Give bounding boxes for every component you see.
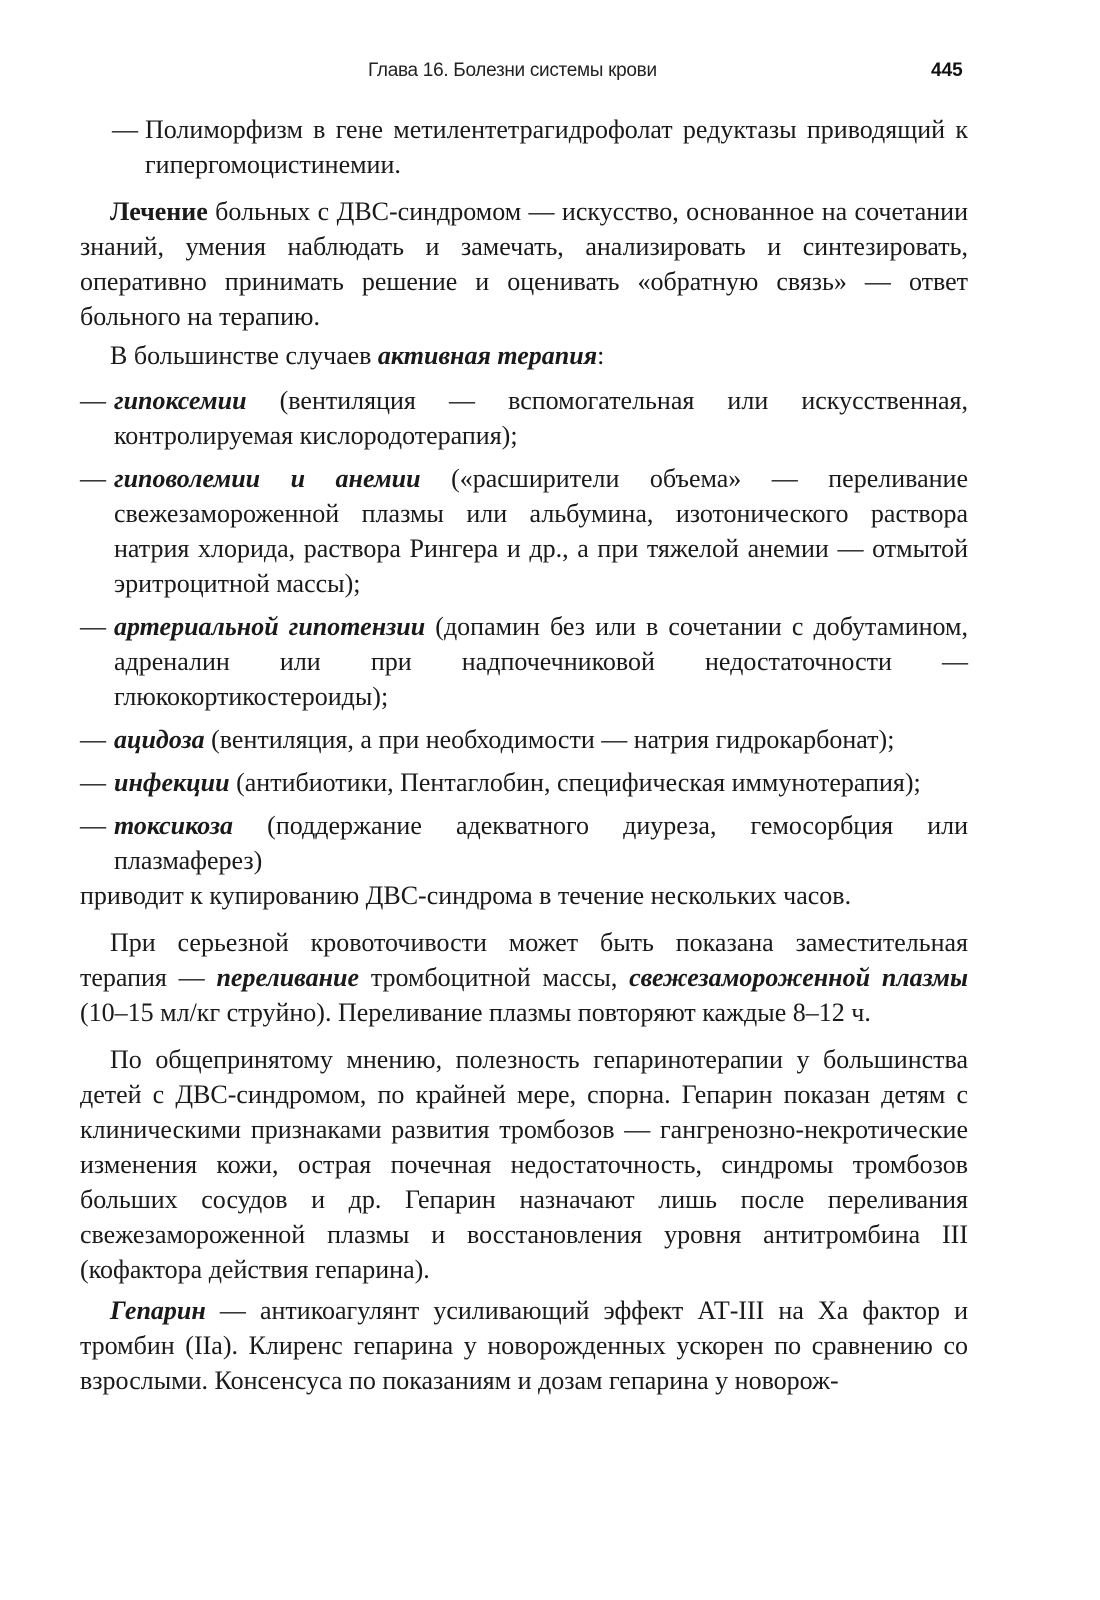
emphasis-term: токсикоза [114,811,234,840]
list-dash: — [80,612,106,641]
heparin-opinion-paragraph: По общепринятому мнению, полезность гепаринотерапии у большинства детей с ДВС-синдромом, по крайней мере, спорна. Гепарин показан детям с клиническими признаками развития тромбозов — гангренозно-некротические изменения кожи, острая почечная недостаточность, синдромы тромбозов больших сосудов и др. Гепарин назначают лишь после переливания свежезамороженной плазмы и восстановления уровня антитромбина III (кофактора действия гепарина). [80,1045,968,1284]
emphasis-term: гипоксемии [114,386,247,415]
active-therapy-lead [80,338,968,373]
list-dash: — [112,115,138,144]
heparin-definition-paragraph [80,1293,968,1398]
list-item-text: («расширители объема» — переливание свежезамороженной плазмы или альбумина, изотонического раствора натрия хлорида, раствора Рингера и др., а при тяжелой анемии — отмытой эритроцитной массы); [114,464,968,598]
emphasis-term: артериальной гипотензии [114,612,426,641]
list-dash: — [80,464,106,493]
lead-prefix: В большинстве случаев [110,341,378,370]
treatment-paragraph [80,194,968,334]
emphasis-term: гиповолемии и анемии [114,464,421,493]
page-body [80,112,968,1398]
list-item-text: (допамин без или в сочетании с добутамином, адреналин или при надпочечниковой недостаточности — глюкокортикостероиды); [114,612,968,711]
list-item-text: Полиморфизм в гене метилентетрагидрофолат редуктазы приводящий к гипергомоцистинемии. [145,115,968,179]
list-item [80,112,968,182]
emphasis-term: активная терапия [377,341,598,370]
therapy-item-infection [80,765,968,800]
paragraph-text: больных с ДВС-синдромом — искусство, основанное на сочетании знаний, умения наблюдать и замечать, анализировать и синтезировать, оперативно принимать решение и оценивать «обратную связь» — ответ больного на терапию. [80,197,968,331]
lead-suffix: : [597,341,605,370]
list-item-text: (вентиляция — вспомогательная или искусственная, контролируемая кислородотерапия); [114,386,968,450]
running-title: Глава 16. Болезни системы крови [368,60,657,81]
therapy-list [80,383,968,878]
emphasis-term: инфекции [114,768,230,797]
therapy-item-hypoxemia [80,383,968,453]
list-item-text: (вентиляция, а при необходимости — натрия гидрокарбонат); [204,725,895,754]
emphasis-term: ацидоза [114,725,205,754]
paragraph-text: (10–15 мл/кг струйно). Переливание плазмы повторяют каждые 8–12 ч. [80,998,871,1027]
emphasis-term: переливание [216,963,360,992]
list-item-text: (поддержание адекватного диуреза, гемосорбция или плазмаферез) [114,811,968,875]
paragraph-text: При серьезной кровоточивости может быть показана заместительная терапия — [80,928,968,992]
bold-term: Лечение [110,197,208,226]
page-number: 445 [931,60,963,81]
paragraph-text: — антикоагулянт усиливающий эффект АТ-III на Ха фактор и тромбин (IIа). Клиренс гепарина у новорожденных ускорен по сравнению со взрослыми. Консенсуса по показаниям и дозам гепарина у новорож- [80,1296,968,1395]
list-dash: — [80,386,106,415]
list-dash: — [80,811,106,840]
therapy-item-toxicosis [80,808,968,878]
conclusion-line: приводит к купированию ДВС-синдрома в течение нескольких часов. [80,881,852,910]
list-dash: — [80,725,106,754]
list-item-text: (антибиотики, Пентаглобин, специфическая иммунотерапия); [229,768,921,797]
list-dash: — [80,768,106,797]
therapy-item-hypotension [80,609,968,714]
replacement-therapy-paragraph [80,925,968,1030]
paragraph-text: тромбоцитной массы, [359,963,630,992]
therapy-item-hypovolemia [80,461,968,601]
therapy-item-acidosis [80,722,968,757]
page-header [0,60,1100,90]
emphasis-term: Гепарин [110,1296,206,1325]
emphasis-term: свежезамороженной плазмы [629,963,968,992]
